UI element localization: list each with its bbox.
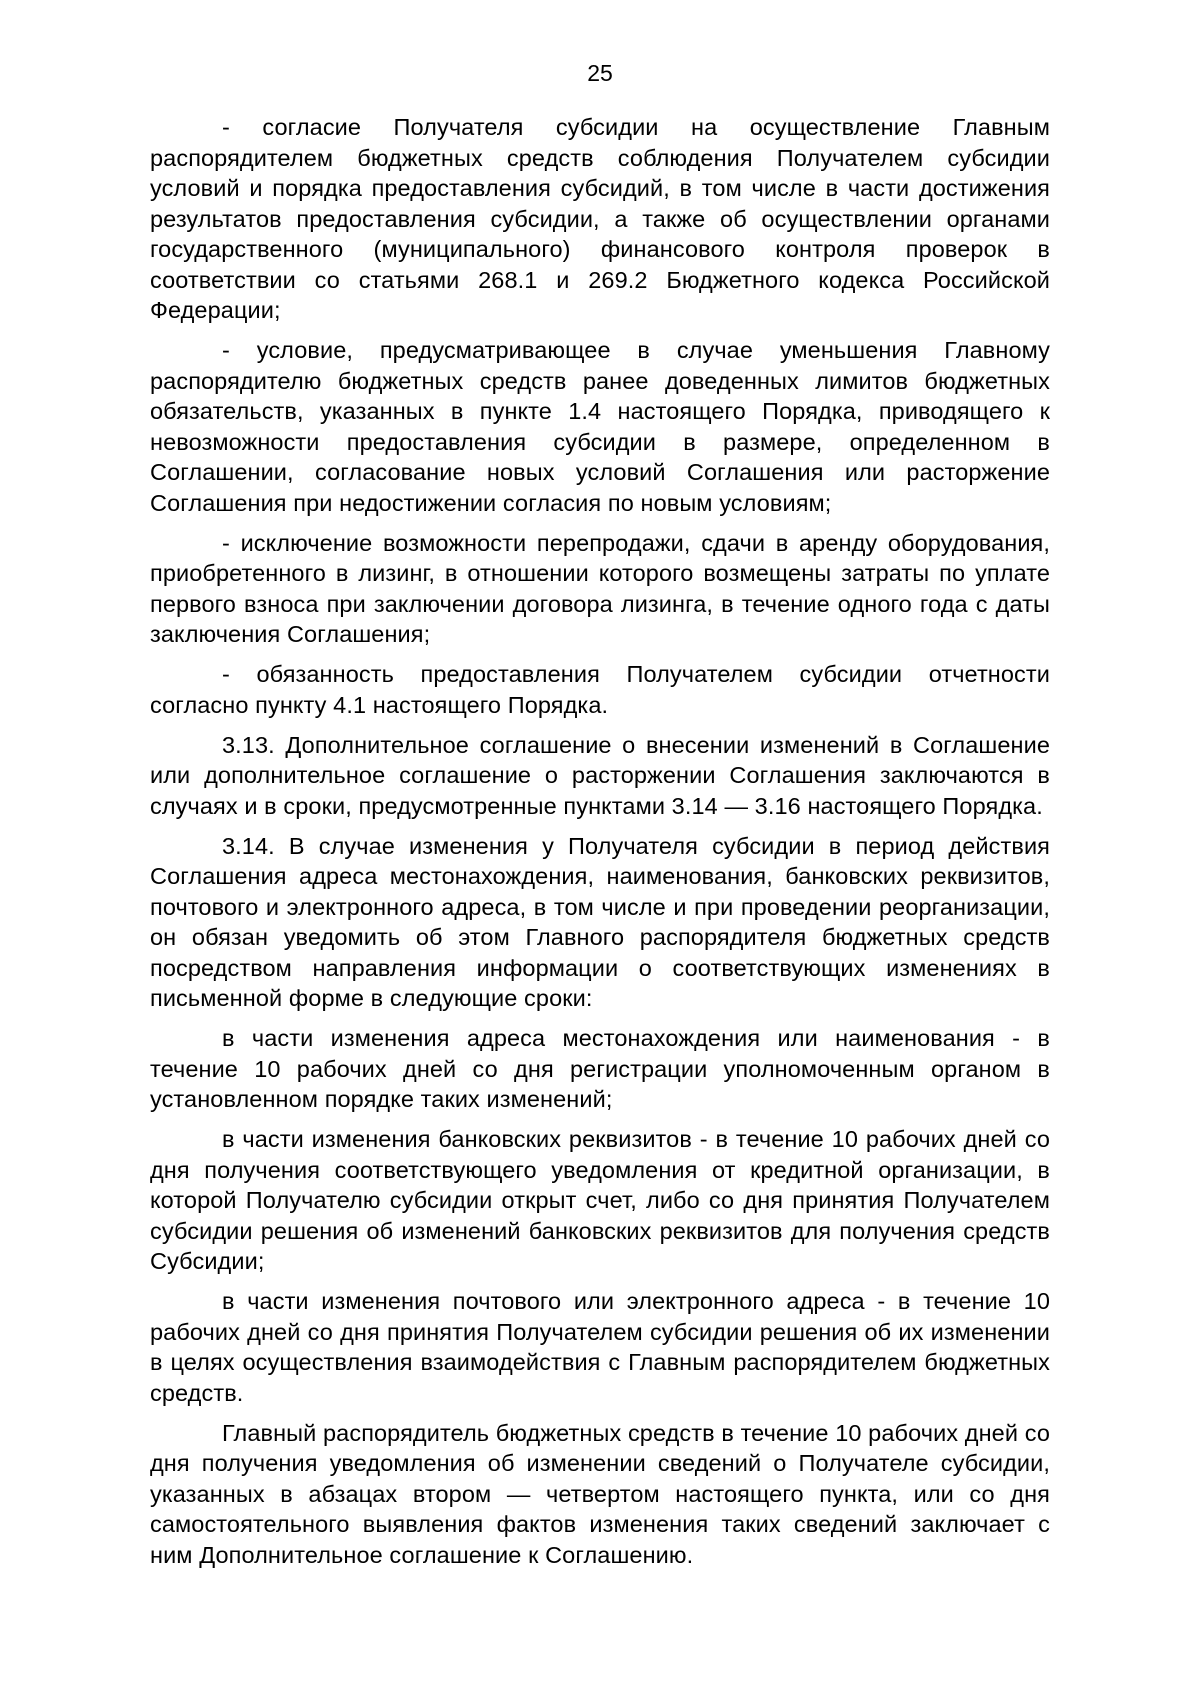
paragraph-resale-exclusion: - исключение возможности перепродажи, сдачи в аренду оборудования, приобретенного в лизинг, в отношении которого возмещены затраты по уплате первого взноса при заключении договора лизинга, в течение одного года с даты заключения Соглашения;	[150, 529, 1050, 647]
paragraph-limits-reduction: - условие, предусматривающее в случае уменьшения Главному распорядителю бюджетных средств ранее доведенных лимитов бюджетных обязательств, указанных в пункте 1.4 настоящего Порядка, приводящего к невозможности предоставления субсидии в размере, определенном в Соглашении, согласование новых условий Соглашения или расторжение Соглашения при недостижении согласия по новым условиям;	[150, 337, 1050, 516]
paragraph-additional-agreement: Главный распорядитель бюджетных средств в течение 10 рабочих дней со дня получения уведомления об изменении сведений о Получателе субсидии, указанных в абзацах втором — четвертом настоящего пункта, или со дня самостоятельного выявления фактов изменения таких сведений заключает с ним Дополнительное соглашение к Соглашению.	[150, 1419, 1050, 1568]
paragraph-bank-details-change: в части изменения банковских реквизитов - в течение 10 рабочих дней со дня получения соответствующего уведомления от кредитной организации, в которой Получателю субсидии открыт счет, либо со дня принятия Получателем субсидии решения об изменений банковских реквизитов для получения средств Субсидии;	[150, 1126, 1050, 1274]
page-number: 25	[587, 60, 613, 86]
paragraph-consent-control: - согласие Получателя субсидии на осуществление Главным распорядителем бюджетных средств соблюдения Получателем субсидии условий и порядка предоставления субсидий, в том числе в части достижения результатов предоставления субсидии, а также об осуществлении органами государственного (муниципального) финансового контроля проверок в соответствии со статьями 268.1 и 269.2 Бюджетного кодекса Российской Федерации;	[150, 114, 1050, 323]
document-body	[150, 112, 1050, 1580]
paragraph-3-14: 3.14. В случае изменения у Получателя субсидии в период действия Соглашения адреса местонахождения, наименования, банковских реквизитов, почтового и электронного адреса, в том числе и при проведении реорганизации, он обязан уведомить об этом Главного распорядителя бюджетных средств посредством направления информации о соответствующих изменениях в письменной форме в следующие сроки:	[150, 832, 1050, 1011]
paragraph-address-change: в части изменения адреса местонахождения или наименования - в течение 10 рабочих дней со дня регистрации уполномоченным органом в установленном порядке таких изменений;	[150, 1025, 1050, 1112]
paragraph-postal-email-change: в части изменения почтового или электронного адреса - в течение 10 рабочих дней со дня принятия Получателем субсидии решения об их изменении в целях осуществления взаимодействия с Главным распорядителем бюджетных средств.	[150, 1288, 1050, 1406]
paragraph-reporting-duty: - обязанность предоставления Получателем субсидии отчетности согласно пункту 4.1 настоящего Порядка.	[150, 661, 1050, 718]
paragraph-3-13: 3.13. Дополнительное соглашение о внесении изменений в Соглашение или дополнительное соглашение о расторжении Соглашения заключаются в случаях и в сроки, предусмотренные пунктами 3.14 — 3.16 настоящего Порядка.	[150, 731, 1050, 819]
